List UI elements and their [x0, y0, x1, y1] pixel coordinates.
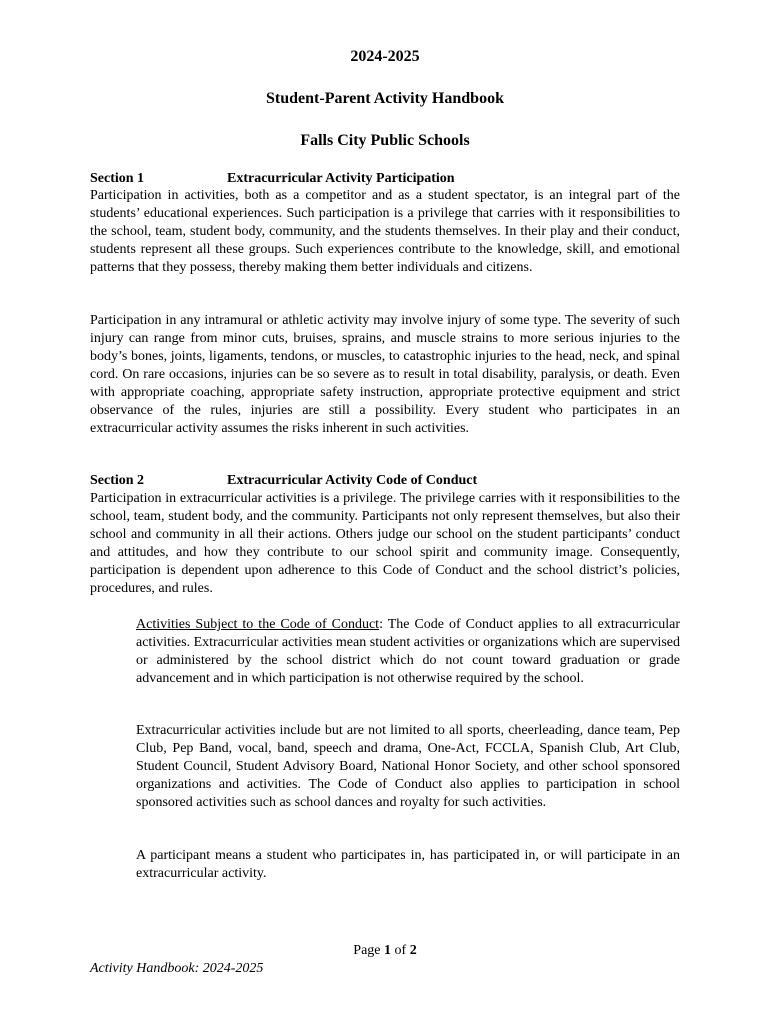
section-2-number: Section 2: [90, 473, 145, 488]
section-1-paragraph-2: Participation in any intramural or athletic activity may involve injury of some type. The severity of such injury can range from minor cuts, bruises, sprains, and muscle strains to more serious injuries to the body’s bones, joints, ligaments, tendons, or muscles, to catastrophic injuries to the head, neck, and spinal cord. On rare occasions, injuries can be so severe as to result in total disability, paralysis, or death. Even with appropriate coaching, appropriate safety instruction, appropriate protective equipment and strict observance of the rules, injuries are still a possibility. Every student who participates in an extracurricular activity assumes the risks inherent in such activities.: [90, 313, 680, 436]
code-of-conduct-scope-paragraph: [136, 616, 680, 688]
page-prefix: Page: [353, 943, 385, 958]
scope-label: Activities Subject to the Code of Conduct: [136, 617, 380, 632]
participant-definition-paragraph: A participant means a student who participates in, has participated in, or will participate in an extracurricular activity.: [136, 848, 680, 881]
section-1-heading: [90, 170, 680, 188]
page-number: [90, 942, 680, 960]
footer-handbook-label: Activity Handbook: 2024-2025: [90, 961, 264, 976]
document-title: Student-Parent Activity Handbook: [266, 90, 504, 107]
section-1-paragraph-1: Participation in activities, both as a competitor and as a student spectator, is an integral part of the students’ educational experiences. Such participation is a privilege that carries with it responsibilities to the school, team, student body, community, and the students themselves. In their play and their conduct, students represent all these groups. Such experiences contribute to the knowledge, skill, and emotional patterns that they possess, thereby making them better individuals and citizens.: [90, 188, 680, 275]
activities-list-paragraph: Extracurricular activities include but are not limited to all sports, cheerleading, dance team, Pep Club, Pep Band, vocal, band, speech and drama, One-Act, FCCLA, Spanish Club, Art Club, Student Council, Student Advisory Board, National Honor Society, and other school sponsored organizations and activities. The Code of Conduct also applies to participation in school sponsored activities such as school dances and royalty for such activities.: [136, 723, 680, 810]
page-total: 2: [409, 943, 417, 958]
section-2-title: Extracurricular Activity Code of Conduct: [227, 473, 478, 488]
scope-text: : The Code of Conduct applies to all extracurricular activities. Extracurricular activities mean student activities or organizations which are supervised or administered by the school district which do not count toward graduation or grade advancement and in which participation is not otherwise required by the school.: [136, 617, 681, 686]
document-year: 2024-2025: [350, 48, 420, 65]
page-current: 1: [384, 943, 392, 958]
section-1-number: Section 1: [90, 171, 145, 186]
section-1-title: Extracurricular Activity Participation: [227, 171, 455, 186]
section-2-paragraph-1: Participation in extracurricular activities is a privilege. The privilege carries with it responsibilities to the school, team, student body, and the community. Participants not only represent themselves, but also their school and community in all their actions. Others judge our school on the student participants’ conduct and attitudes, and how they contribute to our school spirit and community image. Consequently, participation is dependent upon adherence to this Code of Conduct and the school district’s policies, procedures, and rules.: [90, 491, 680, 596]
section-2-heading: [90, 472, 680, 490]
page-of: of: [391, 943, 410, 958]
school-name: Falls City Public Schools: [300, 132, 470, 149]
